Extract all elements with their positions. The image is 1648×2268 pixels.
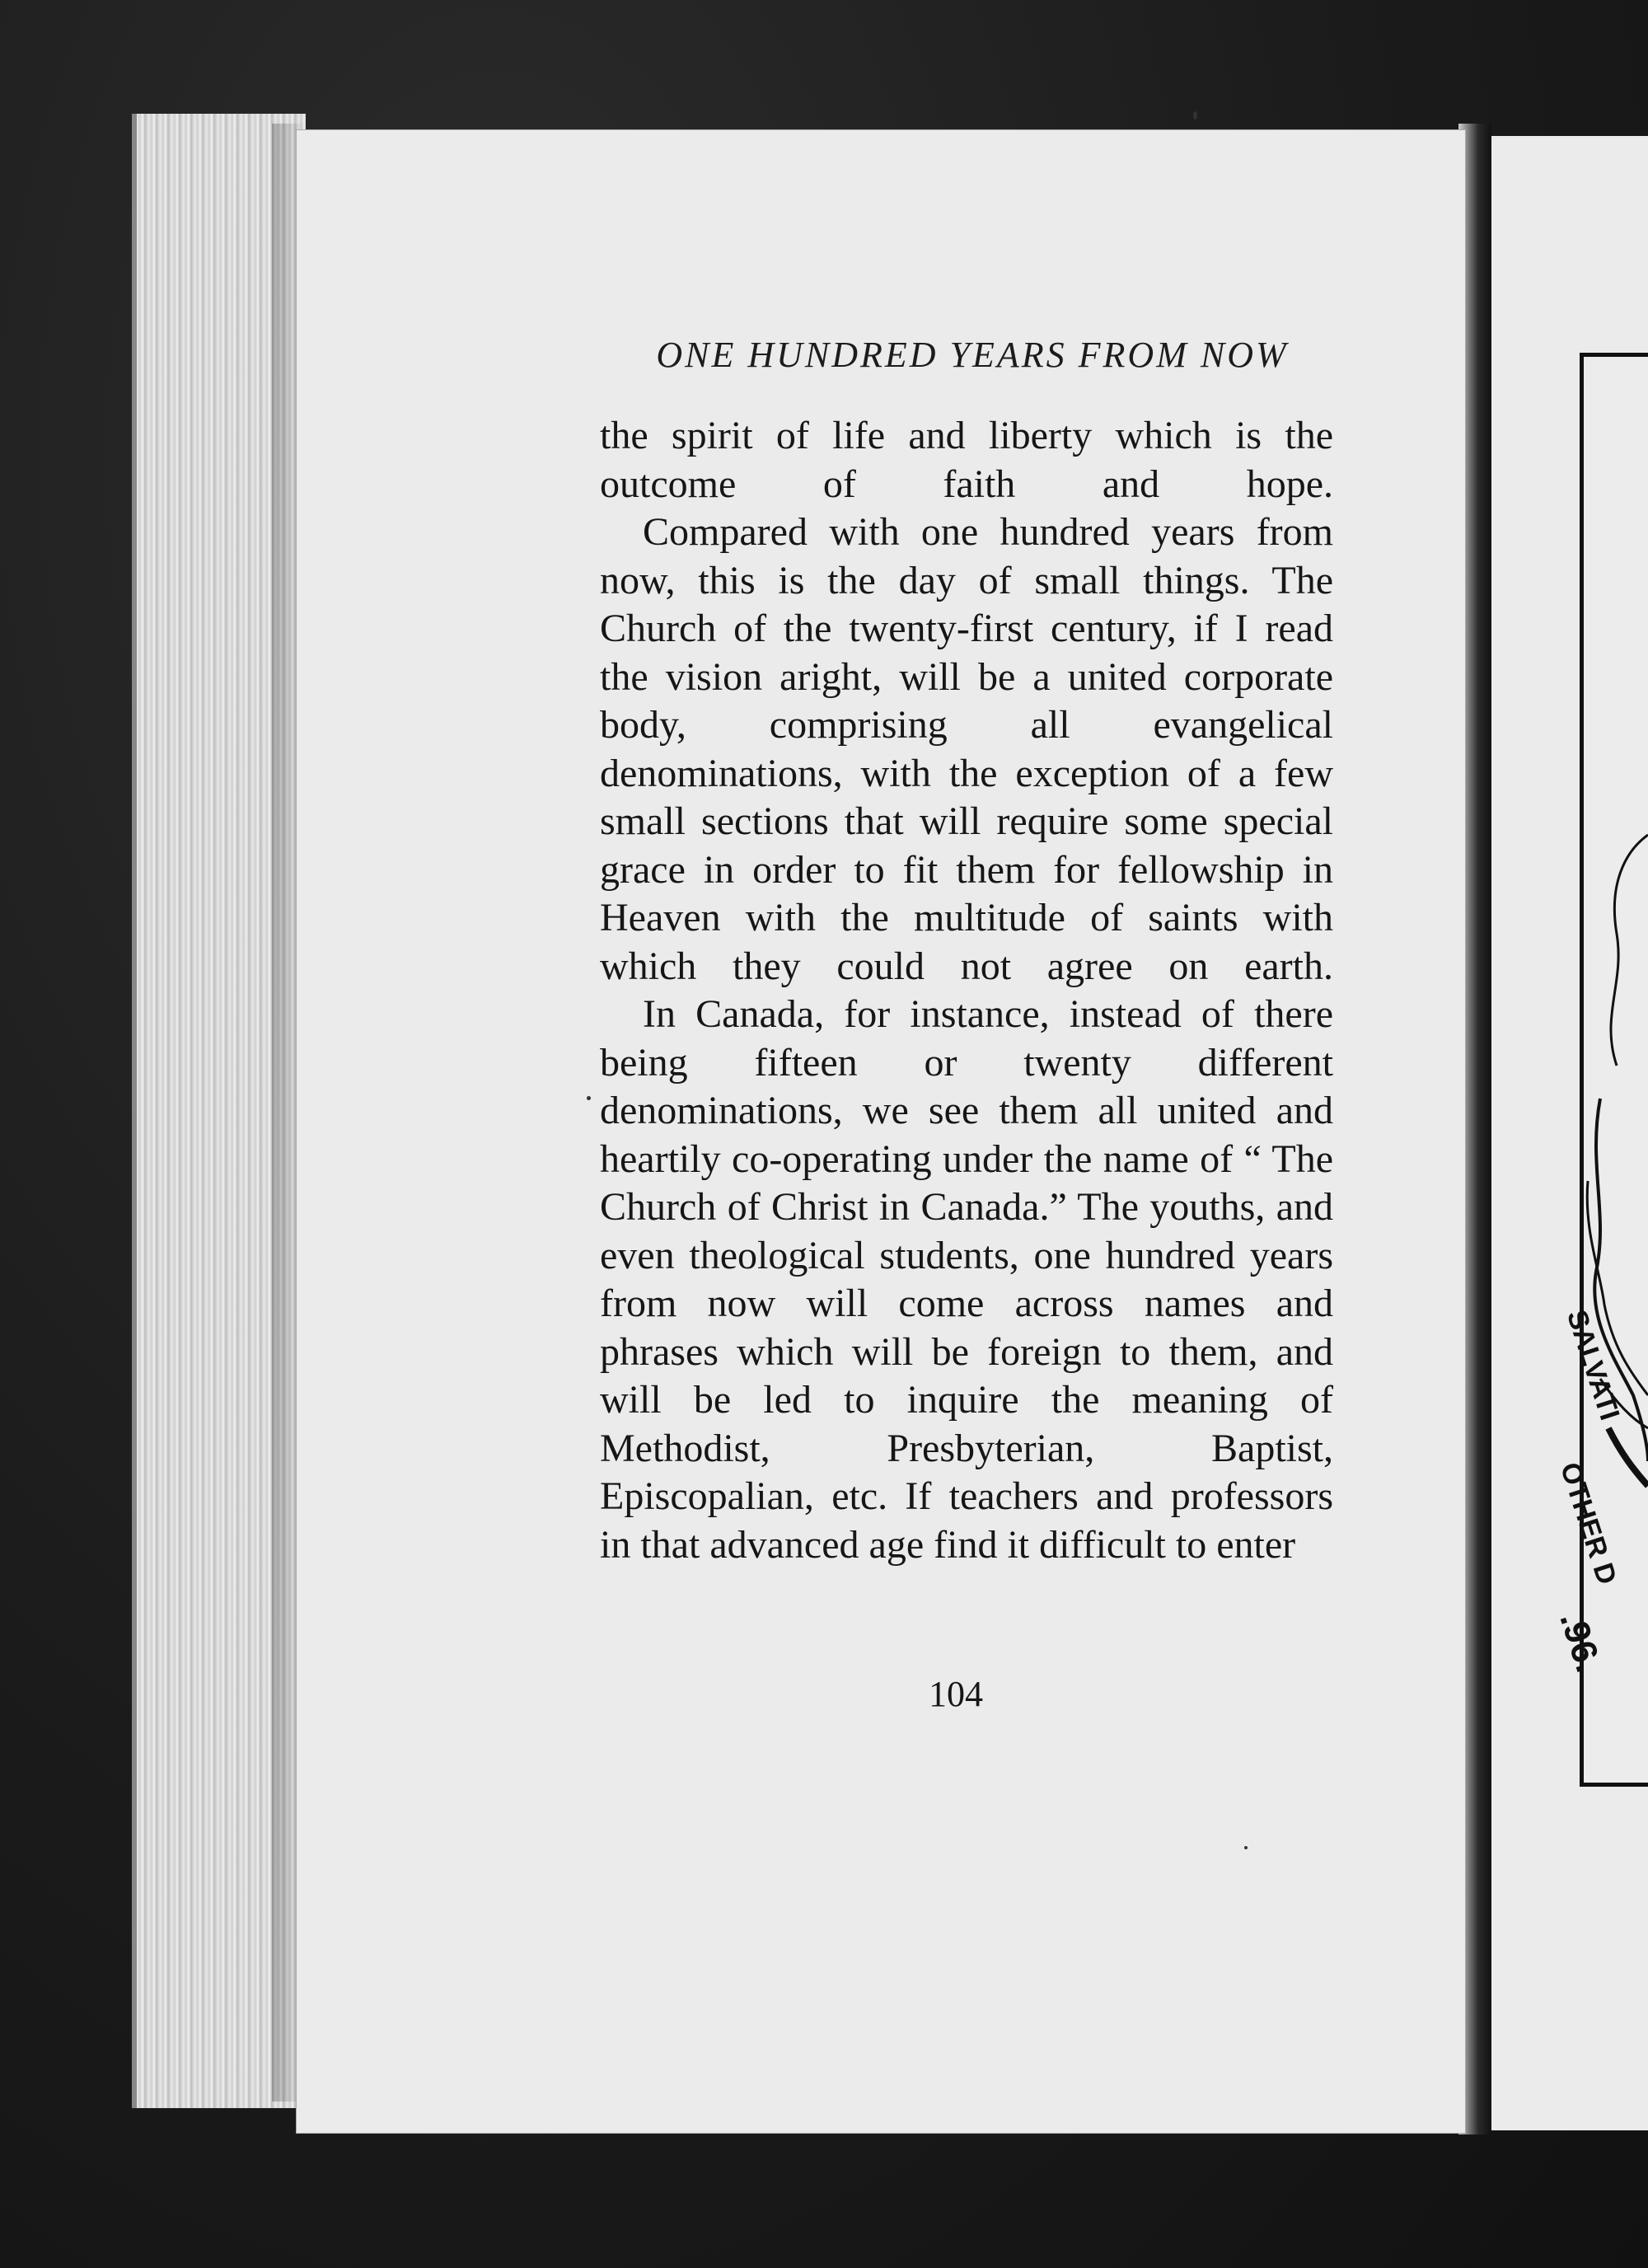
adjacent-figure-label: SALVATI: [1560, 1306, 1626, 1424]
dust-speck: [1244, 1846, 1248, 1849]
paragraph: Compared with one hundred years from now, this is the day of small things. The Church of the twenty-first century, if I read the vision aright, will be a united corporate body, comprising all evangelical denominations, with the exception of a few small sections that will require some special grace in order to fit them for fellowship in Heaven with the multitude of saints with which they could not agree on earth.: [600, 510, 1333, 988]
adjacent-figure-label: .96.: [1552, 1607, 1609, 1677]
dust-speck: [587, 1096, 591, 1100]
paragraph: In Canada, for instance, instead of there being fifteen or twenty different denominations, we see them all united and heartily co-operating under the name of “ The Church of Christ in Canada.” The youths, and even theological students, one hundred years from now will come across names and phrases which will be foreign to them, and will be led to inquire the meaning of Methodist, Presbyterian, Baptist, Episcopalian, etc. If teachers and professors in that advanced age find it difficult to enter: [600, 992, 1333, 1567]
dust-speck: [1193, 111, 1197, 119]
paragraph: the spirit of life and liberty which is the outcome of faith and hope.: [600, 414, 1333, 506]
adjacent-figure-label: OTHER D: [1553, 1459, 1623, 1589]
running-header: ONE HUNDRED YEARS FROM NOW: [656, 335, 1289, 375]
page-number: 104: [929, 1674, 983, 1714]
body-text: [600, 412, 1333, 1569]
